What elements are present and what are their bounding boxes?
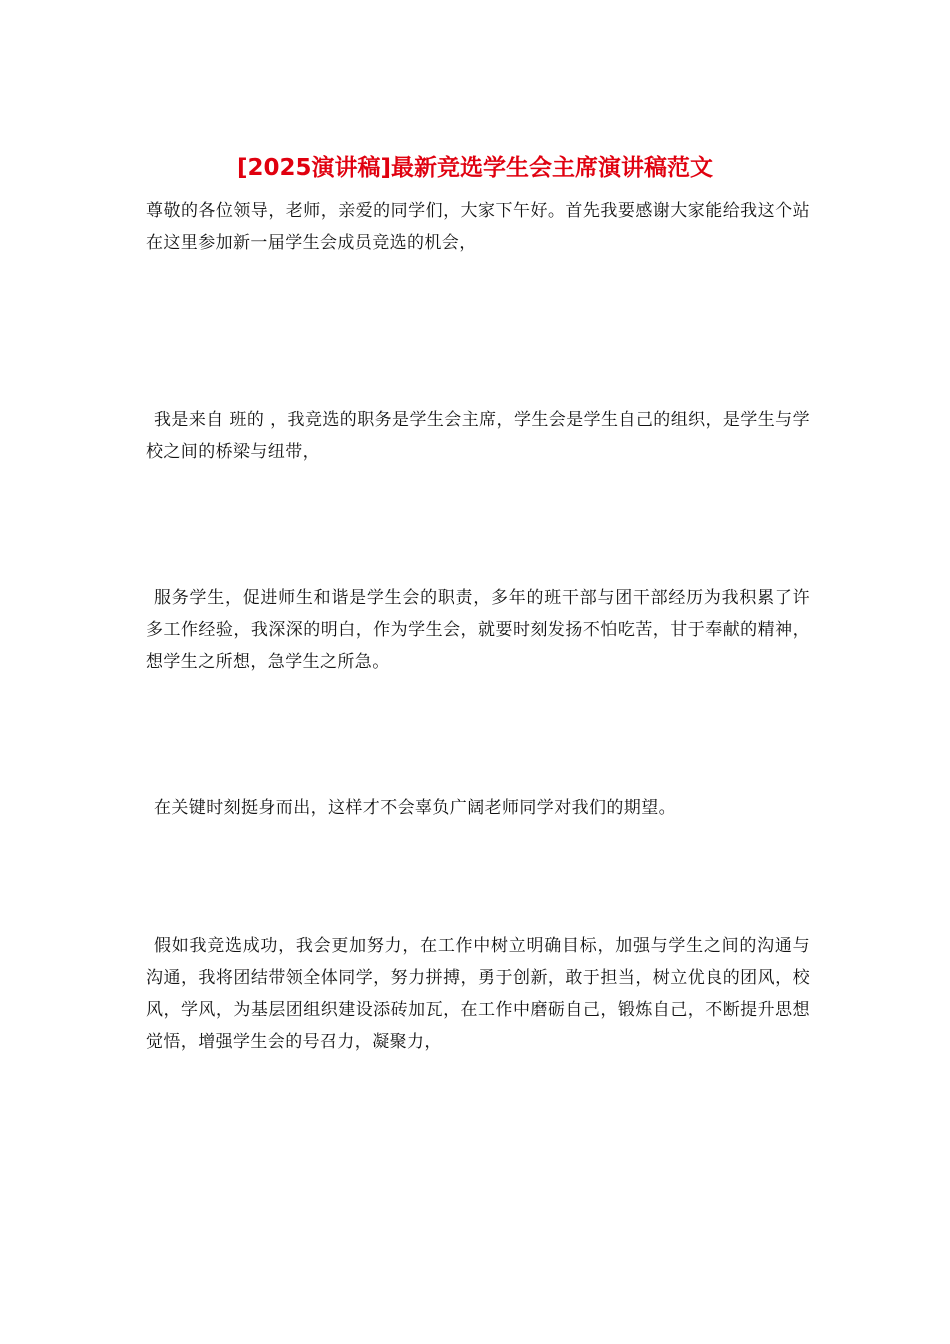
paragraph-greeting: 尊敬的各位领导，老师，亲爱的同学们，大家下午好。首先我要感谢大家能给我这个站在这里参加新一届学生会成员竞选的机会， [146, 201, 810, 253]
document-title: [2025演讲稿]最新竞选学生会主席演讲稿范文 [236, 155, 714, 181]
paragraph-commitment: 假如我竞选成功，我会更加努力，在工作中树立明确目标，加强与学生之间的沟通与沟通，我将团结带领全体同学，努力拼搏，勇于创新，敢于担当，树立优良的团风，校风，学风，为基层团组织建设添砖加瓦，在工作中磨砺自己，锻炼自己，不断提升思想觉悟，增强学生会的号召力，凝聚力， [146, 936, 810, 1052]
paragraph-duties: 服务学生，促进师生和谐是学生会的职责，多年的班干部与团干部经历为我积累了许多工作经验，我深深的明白，作为学生会，就要时刻发扬不怕吃苦，甘于奉献的精神，想学生之所想，急学生之所急。 [146, 588, 810, 672]
paragraph-expectation: 在关键时刻挺身而出，这样才不会辜负广阔老师同学对我们的期望。 [154, 798, 676, 818]
paragraph-introduction: 我是来自 班的 ，我竞选的职务是学生会主席，学生会是学生自己的组织，是学生与学校之间的桥梁与纽带， [146, 410, 810, 462]
